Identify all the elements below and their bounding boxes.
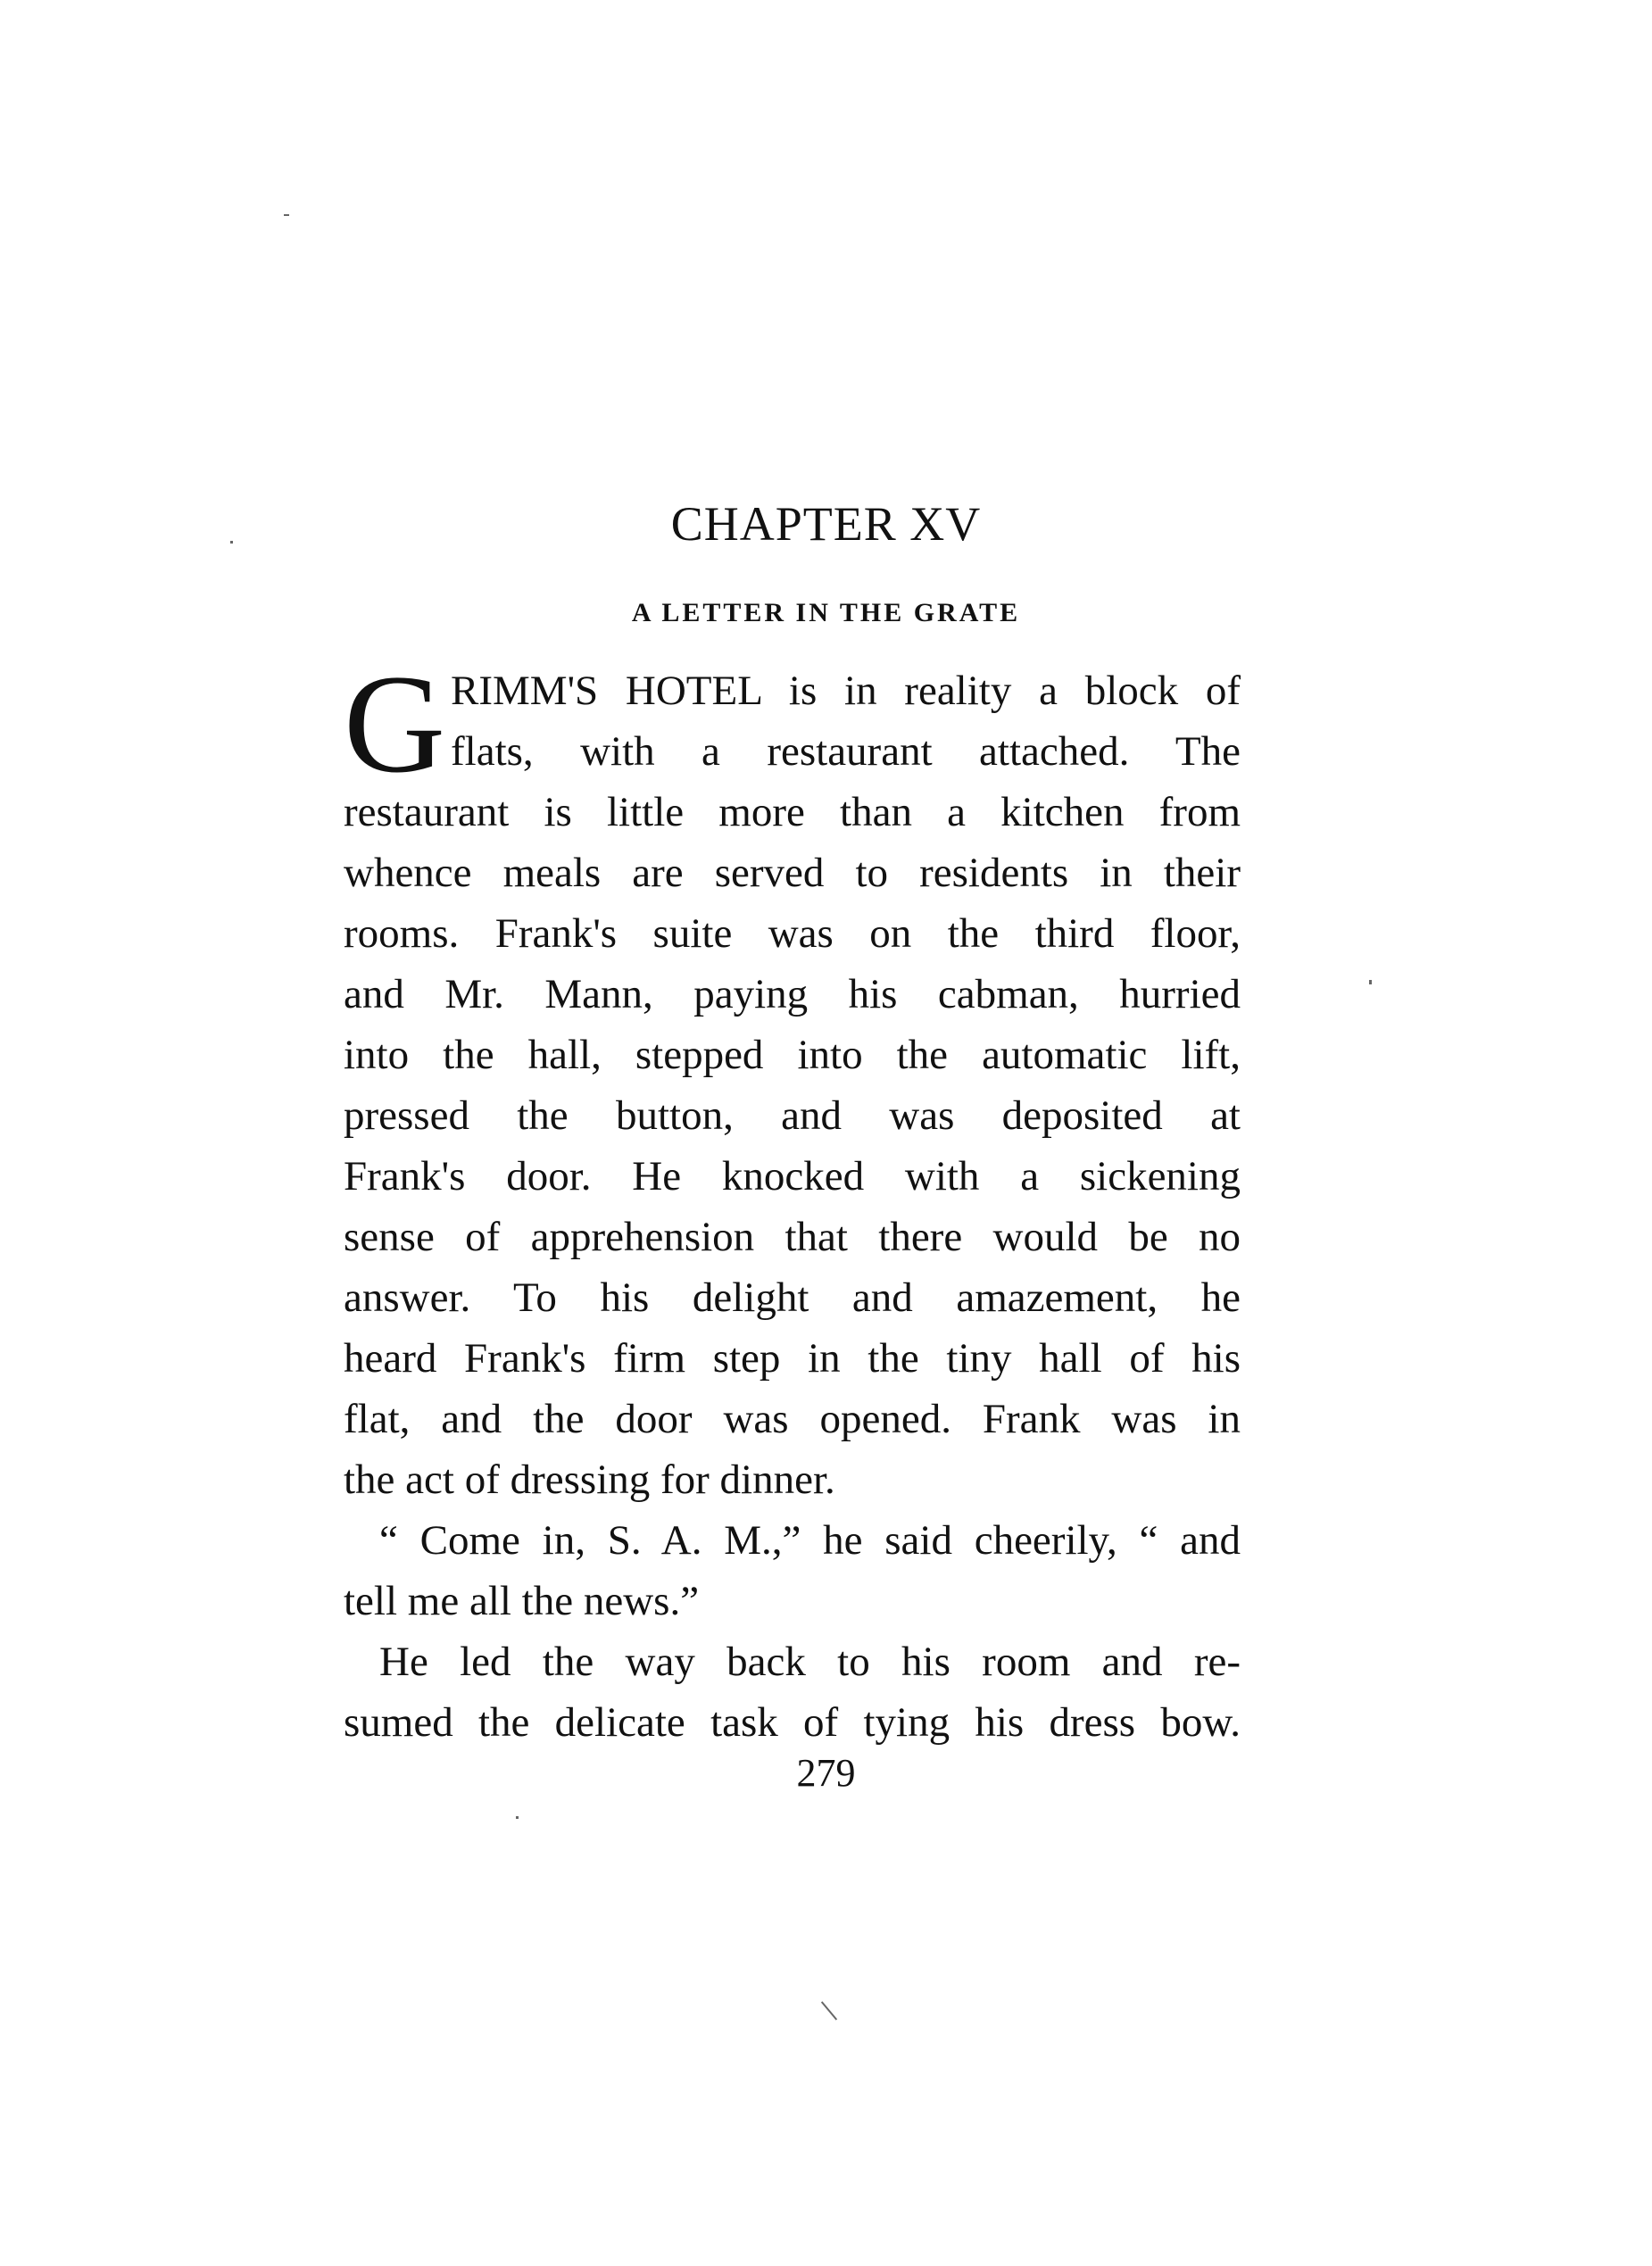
drop-cap: G [344,646,446,802]
text-line: RIMM'S HOTEL is in reality a block of [451,668,1241,714]
text-line: tell me all the news.” [344,1578,700,1624]
chapter-subtitle: A LETTER IN THE GRATE [631,598,1021,627]
paragraph-3 [344,1631,1241,1753]
text-line: rooms. Frank's suite was on the third floor, [344,910,1241,957]
chapter-heading: CHAPTER XV [670,497,982,551]
scan-speck [516,1816,519,1819]
paragraph-2 [344,1510,1241,1631]
text-line: Frank's door. He knocked with a sickening [344,1153,1241,1199]
text-line: restaurant is little more than a kitchen from [344,789,1241,835]
scan-speck [1369,980,1372,984]
text-line: He led the way back to his room and re- [379,1639,1241,1685]
text-line: the act of dressing for dinner. [344,1457,835,1503]
text-line: flat, and the door was opened. Frank was in [344,1396,1241,1442]
text-line: pressed the button, and was deposited at [344,1092,1241,1139]
text-line: sense of apprehension that there would be no [344,1214,1241,1260]
text-line: into the hall, stepped into the automatic lift, [344,1032,1241,1078]
text-line: heard Frank's firm step in the tiny hall of his [344,1335,1241,1382]
text-line: flats, with a restaurant attached. The [451,728,1241,775]
body-text [344,646,1241,1753]
scan-speck [821,2001,837,2020]
scan-speck [230,541,233,544]
paragraph-1 [344,646,1241,1510]
page-number: 279 [796,1751,856,1795]
text-line: “ Come in, S. A. M.,” he said cheerily, “ and [379,1517,1241,1564]
text-line: and Mr. Mann, paying his cabman, hurried [344,971,1241,1017]
text-line: answer. To his delight and amazement, he [344,1274,1241,1321]
text-line: whence meals are served to residents in their [344,850,1241,896]
scan-speck [284,214,289,216]
text-line: sumed the delicate task of tying his dress bow. [344,1699,1241,1746]
